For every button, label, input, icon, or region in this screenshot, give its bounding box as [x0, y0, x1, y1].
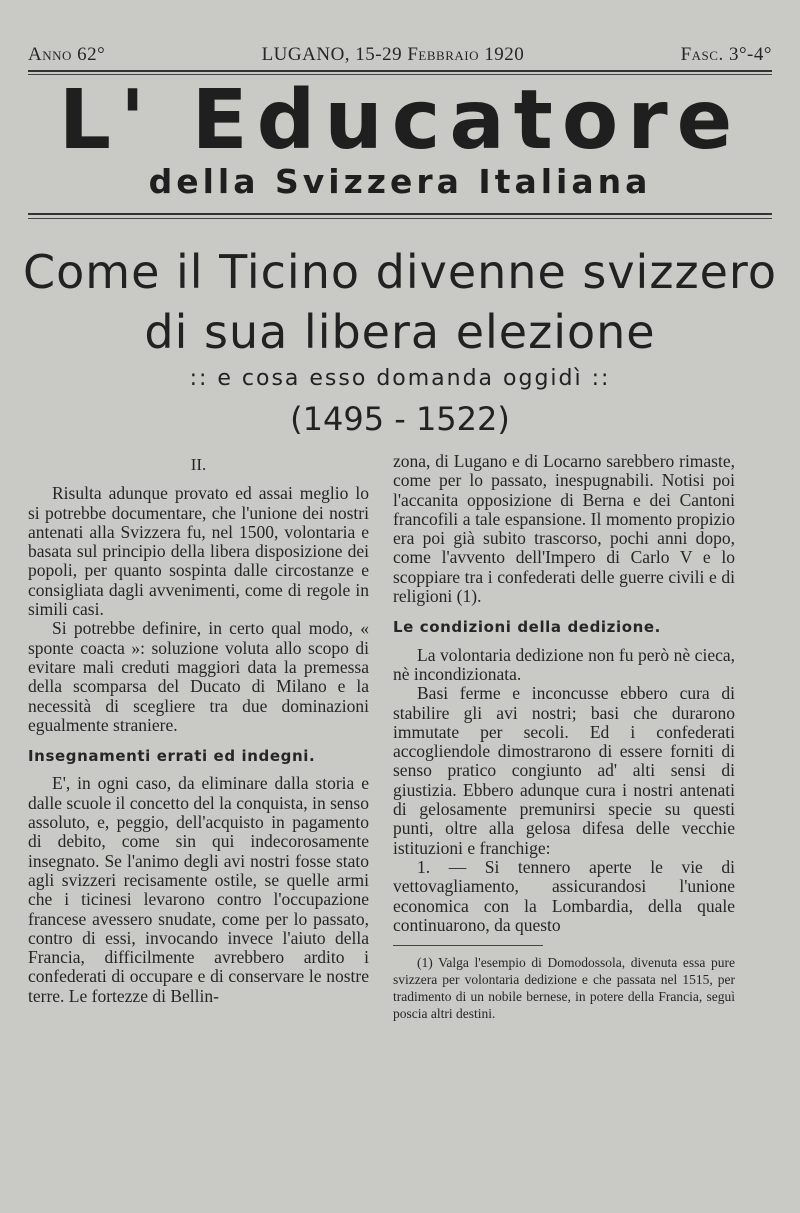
- article-years: (1495 - 1522): [290, 400, 510, 438]
- footnote-text: (1) Valga l'esempio di Domodossola, divenuta essa pure svizzera per volontaria dedizione e che passata nel 1515, per tradimento di un nobile bernese, in potere della Francia, seguì poscia altri destini.: [393, 955, 735, 1022]
- masthead-title: L' Educatore: [58, 73, 742, 168]
- footnote-rule: [393, 945, 543, 946]
- place-date: LUGANO, 15-29 Febbraio 1920: [261, 44, 525, 65]
- paragraph: Si potrebbe definire, in certo qual modo, « sponte coacta »: soluzione voluta allo scopo di evitare mali creduti maggiori data la premessa della scomparsa del Ducato di Milano e la necessità di scegliere tra due dominazioni egualmente straniere.: [28, 618, 369, 735]
- paragraph: La volontaria dedizione non fu però nè cieca, nè incondizionata.: [393, 644, 735, 684]
- article-title-line1: Come il Ticino divenne svizzero: [23, 245, 777, 299]
- page-header: [28, 44, 772, 66]
- paragraph: zona, di Lugano e di Locarno sarebbero rimaste, come per lo passato, inespugnabili. Notisi poi l'accanita opposizione di Berna e dei Cantoni francofili a tale espansione. Il momento propizio era poi già subito trascorso, pochi anni dopo, come l'avvento dell'Impero di Carlo V e lo scoppiare tra i confederati delle guerre civili e di religioni (1).: [393, 451, 735, 607]
- right-column: [393, 452, 735, 1022]
- article-title-line3: :: e cosa esso domanda oggidì ::: [189, 366, 611, 391]
- paragraph: Basi ferme e inconcusse ebbero cura di stabilire gli avi nostri; basi che durarono immutate per secoli. Ed i confederati accogliendole dimostrarono di essere forniti di senso pratico congiunto ad' alti sensi di giustizia. Ebbero adunque cura i nostri antenati di gelosamente premunirsi specie su questi punti, oltre alla gelosa difesa delle vecchie istituzioni e franchige:: [393, 683, 735, 858]
- paragraph: E', in ogni caso, da eliminare dalla storia e dalle scuole il concetto del la conquista, in senso assoluto, e, peggio, dell'acquisto in pagamento di debito, come sin qui indecorosamente insegnato. Se l'animo degli avi nostri fosse stato agli svizzeri recisamente ostile, se quelle armi che i ticinesi levarono contro l'occupazione francese avessero snudate, come per lo passato, contro di essi, invocando invece l'aiuto della Francia, difficilmente avrebbero ardito i confederati di occupare e di conservare le nostre terre. Le fortezze di Bellin-: [28, 773, 369, 1006]
- left-column: [28, 455, 369, 1006]
- masthead-rule: [28, 213, 772, 215]
- section-heading: Le condizioni della dedizione.: [393, 618, 661, 637]
- issue-number: Fasc. 3°-4°: [680, 44, 772, 65]
- masthead-subtitle: della Svizzera Italiana: [148, 162, 652, 201]
- footnote: [393, 954, 735, 1022]
- volume-year: Anno 62°: [28, 44, 106, 65]
- header-rule: [28, 70, 772, 72]
- paragraph: Risulta adunque provato ed assai meglio lo si potrebbe documentare, che l'unione dei nostri antenati alla Svizzera fu, nel 1500, volontaria e basata sul principio della libera disposizione dei popoli, per quanto sospinta dalle circostanze e consigliata dagli avvenimenti, come di regole in simili casi.: [28, 483, 369, 620]
- masthead-rule-thin: [28, 218, 772, 219]
- article-title-line2: di sua libera elezione: [144, 305, 656, 359]
- paragraph: 1. — Si tennero aperte le vie di vettovagliamento, assicurandosi l'unione economica con la Lombardia, della quale continuarono, da questo: [393, 856, 735, 935]
- section-number: II.: [190, 455, 207, 474]
- section-heading: Insegnamenti errati ed indegni.: [28, 747, 316, 766]
